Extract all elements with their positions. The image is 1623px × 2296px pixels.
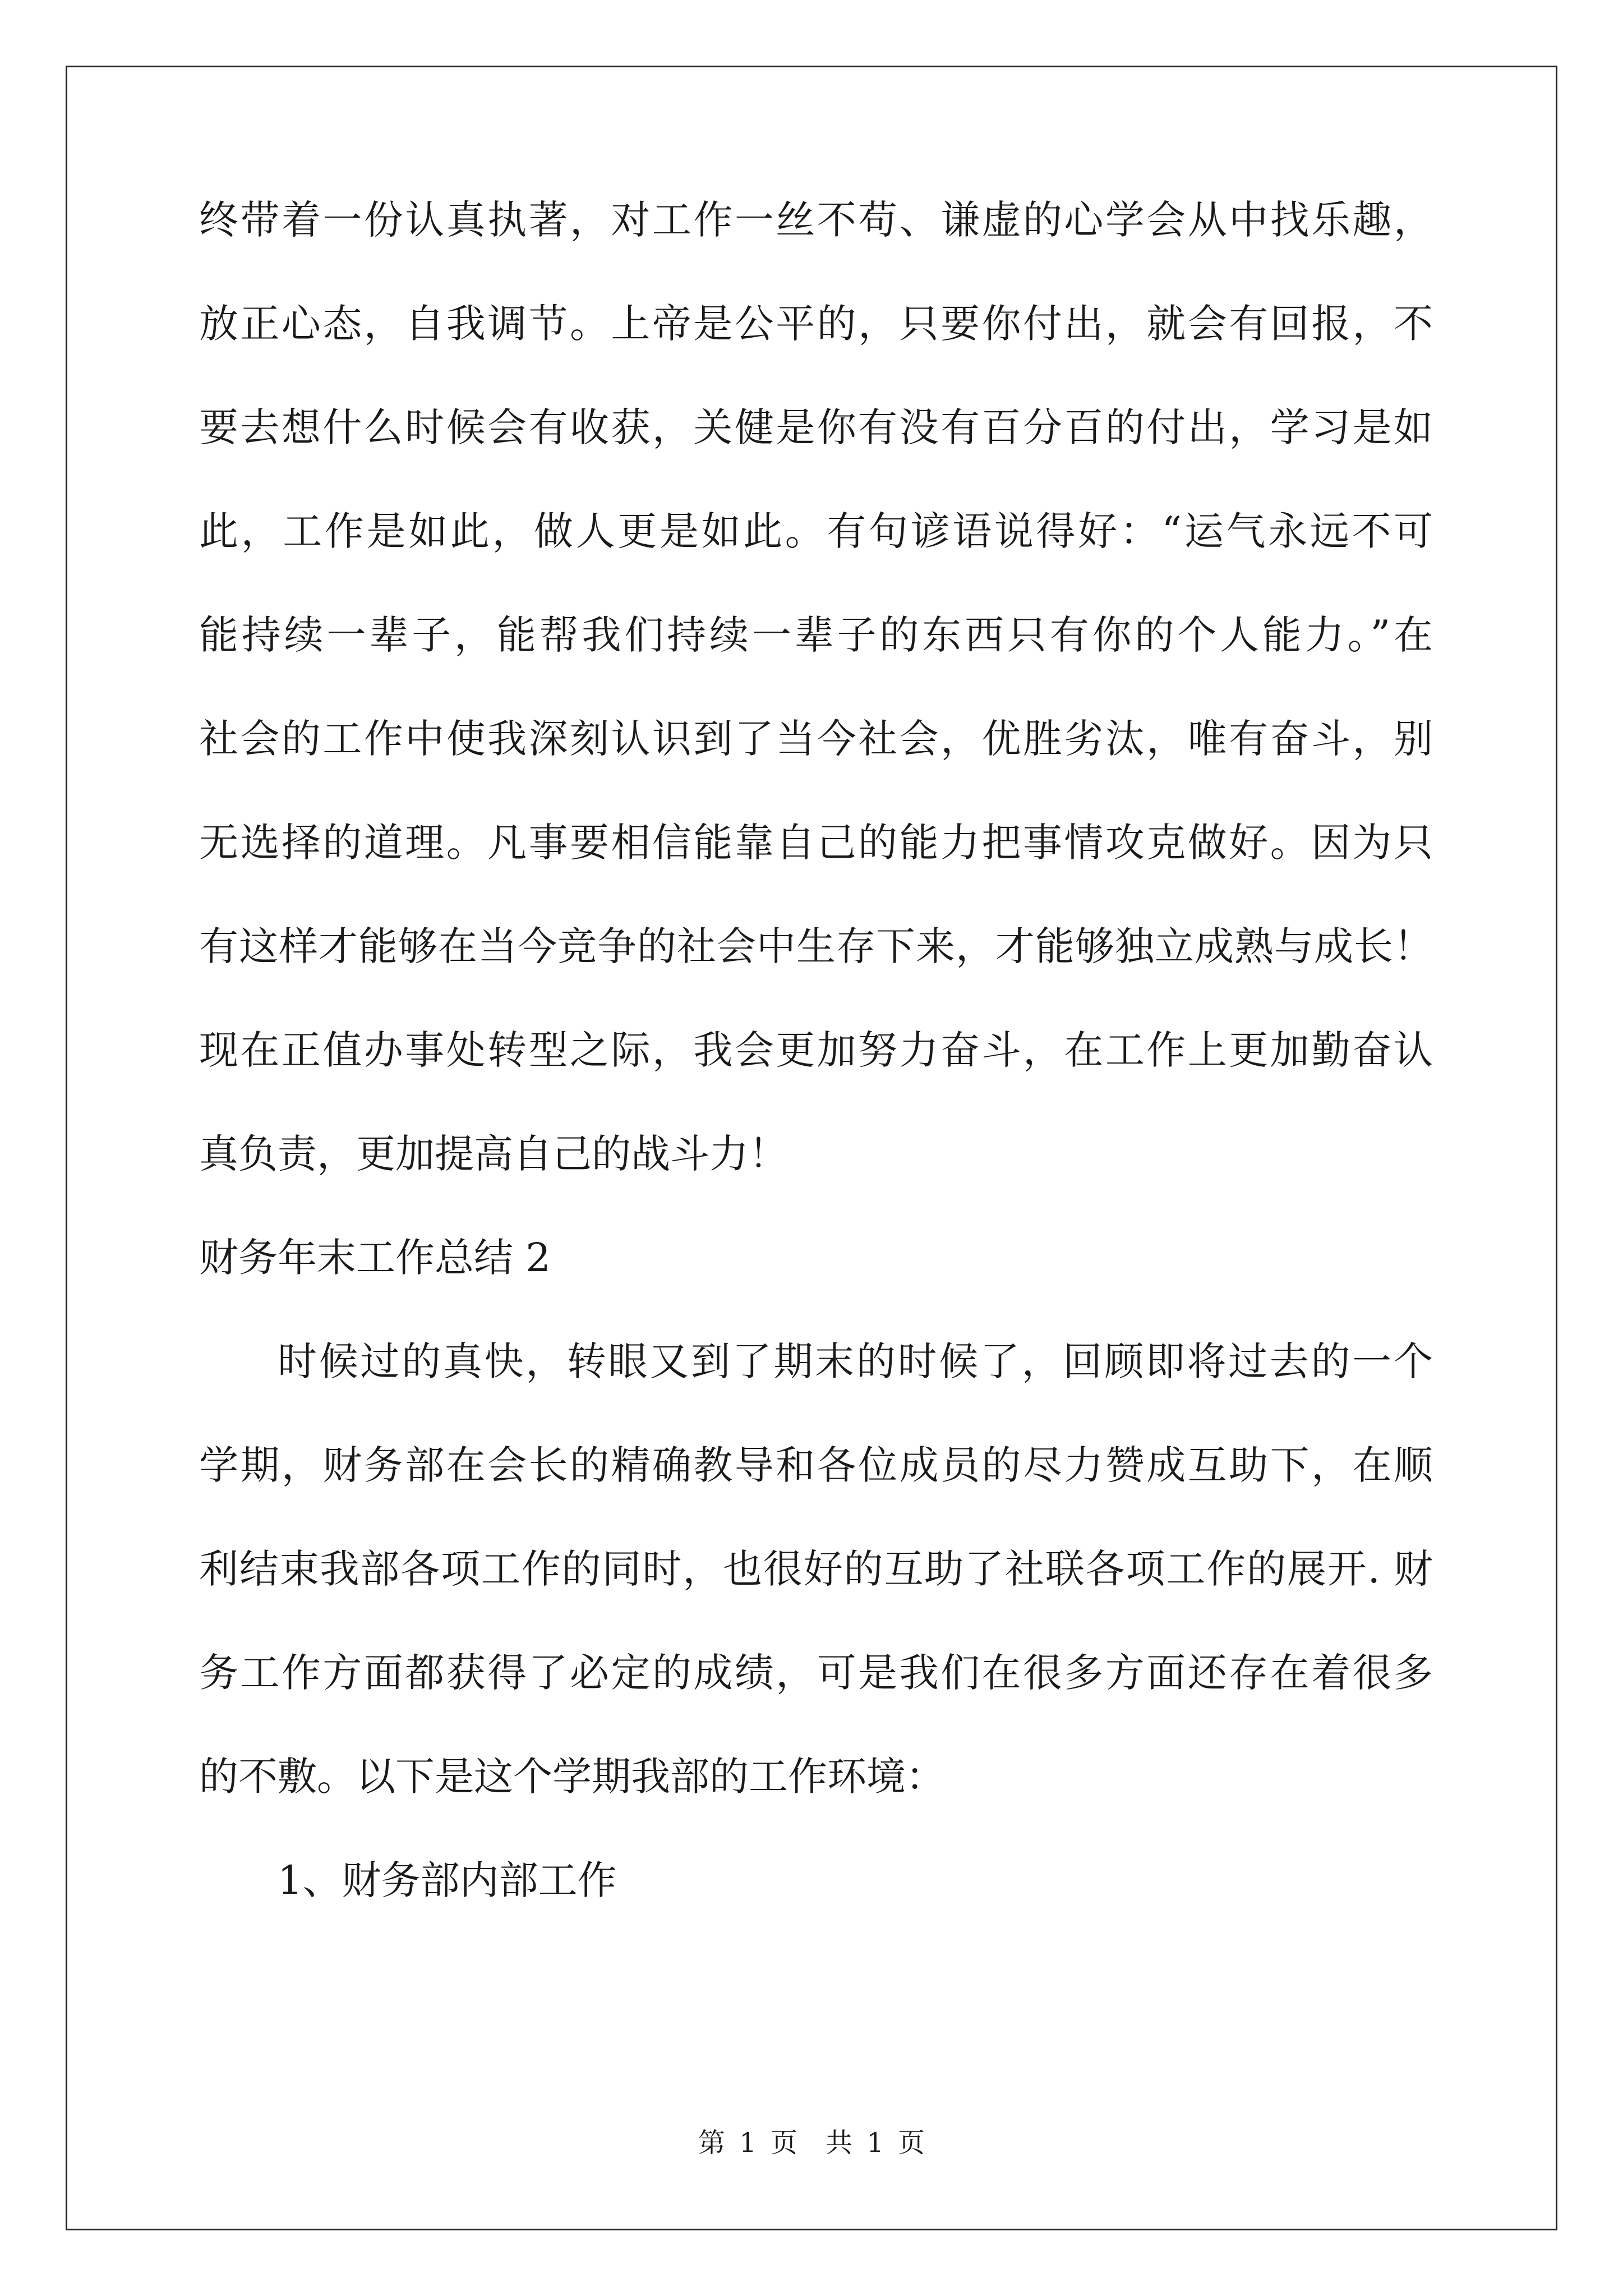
page-footer	[0, 2126, 1623, 2160]
text-line: 此，工作是如此，做人更是如此。有句谚语说得好：“运气永远不可	[199, 508, 1433, 554]
paragraph-2	[199, 1310, 1433, 1829]
text-line: 真负责，更加提高自己的战斗力！	[199, 1131, 788, 1177]
text-line: 时候过的真快，转眼又到了期末的时候了，回顾即将过去的一个	[278, 1338, 1433, 1384]
paragraph-1	[199, 168, 1433, 1206]
page-number-current: 第 1 页	[698, 2127, 797, 2159]
text-line: 能持续一辈子，能帮我们持续一辈子的东西只有你的个人能力。”在	[199, 612, 1433, 658]
text-line: 终带着一份认真执著，对工作一丝不苟、谦虚的心学会从中找乐趣，	[199, 197, 1433, 243]
text-line: 的不敷。以下是这个学期我部的工作环境：	[199, 1754, 945, 1800]
text-line: 现在正值办事处转型之际，我会更加努力奋斗，在工作上更加勤奋认	[199, 1027, 1433, 1073]
section-title: 财务年末工作总结 2	[199, 1235, 551, 1281]
document-body	[199, 168, 1433, 1932]
text-line: 务工作方面都获得了必定的成绩，可是我们在很多方面还存在着很多	[199, 1650, 1433, 1696]
page-number-total: 共 1 页	[826, 2127, 925, 2159]
text-line: 社会的工作中使我深刻认识到了当今社会，优胜劣汰，唯有奋斗，别	[199, 716, 1433, 762]
text-line: 有这样才能够在当今竞争的社会中生存下来，才能够独立成熟与成长！	[199, 923, 1433, 969]
subsection-title: 1、财务部内部工作	[278, 1857, 617, 1903]
text-line: 无选择的道理。凡事要相信能靠自己的能力把事情攻克做好。因为只	[199, 820, 1433, 866]
text-line: 放正心态，自我调节。上帝是公平的，只要你付出，就会有回报，不	[199, 301, 1433, 347]
text-line: 利结束我部各项工作的同时，也很好的互助了社联各项工作的展开. 财	[199, 1546, 1433, 1592]
text-line: 学期，财务部在会长的精确教导和各位成员的尽力赞成互助下，在顺	[199, 1442, 1433, 1488]
text-line: 要去想什么时候会有收获，关健是你有没有百分百的付出，学习是如	[199, 404, 1433, 450]
